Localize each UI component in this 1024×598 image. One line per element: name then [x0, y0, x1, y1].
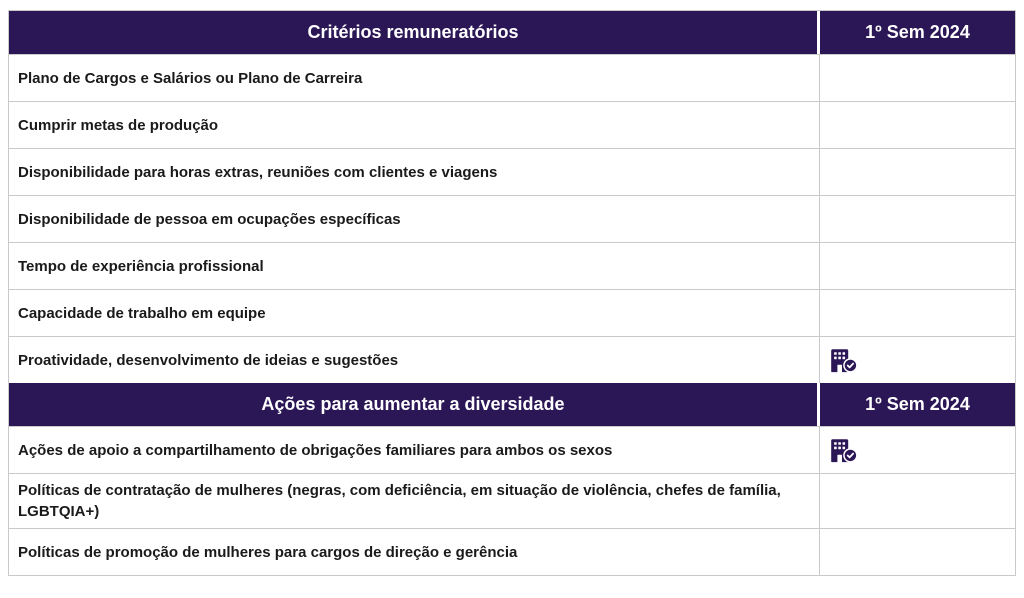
section-header-row	[9, 11, 1015, 54]
row-status-cell	[820, 102, 1015, 148]
row-label: Capacidade de trabalho em equipe	[18, 304, 266, 322]
row-status-cell	[820, 243, 1015, 289]
remuneration-criteria-table	[8, 10, 1016, 576]
section-header-row	[9, 383, 1015, 426]
row-status-cell	[820, 337, 1015, 383]
table-row	[9, 54, 1015, 101]
building-check-icon	[830, 348, 858, 373]
row-label: Cumprir metas de produção	[18, 116, 219, 134]
table-row	[9, 148, 1015, 195]
table-row	[9, 289, 1015, 336]
row-status-cell	[820, 529, 1015, 575]
section-period-header: 1º Sem 2024	[865, 394, 970, 414]
row-status-cell	[820, 149, 1015, 195]
table-row	[9, 336, 1015, 383]
row-label: Disponibilidade para horas extras, reuniões com clientes e viagens	[18, 163, 498, 181]
row-status-cell	[820, 474, 1015, 528]
table-row	[9, 426, 1015, 473]
section-title: Critérios remuneratórios	[9, 11, 820, 54]
row-label: Ações de apoio a compartilhamento de obrigações familiares para ambos os sexos	[18, 441, 613, 459]
row-label: Políticas de promoção de mulheres para cargos de direção e gerência	[18, 543, 518, 561]
row-label: Proatividade, desenvolvimento de ideias e sugestões	[18, 351, 399, 369]
row-status-cell	[820, 196, 1015, 242]
row-label: Tempo de experiência profissional	[18, 257, 264, 275]
row-label: Políticas de contratação de mulheres (negras, com deficiência, em situação de violência, chefes de família, LGBTQIA+)	[18, 482, 781, 520]
row-status-cell	[820, 427, 1015, 473]
row-status-cell	[820, 290, 1015, 336]
table-row	[9, 242, 1015, 289]
section-title: Ações para aumentar a diversidade	[9, 383, 820, 426]
table-row	[9, 473, 1015, 528]
row-status-cell	[820, 55, 1015, 101]
row-label: Disponibilidade de pessoa em ocupações específicas	[18, 210, 401, 228]
section-period-header: 1º Sem 2024	[865, 22, 970, 42]
table-row	[9, 528, 1015, 575]
table-row	[9, 195, 1015, 242]
building-check-icon	[830, 438, 858, 463]
table-row	[9, 101, 1015, 148]
row-label: Plano de Cargos e Salários ou Plano de Carreira	[18, 69, 363, 87]
